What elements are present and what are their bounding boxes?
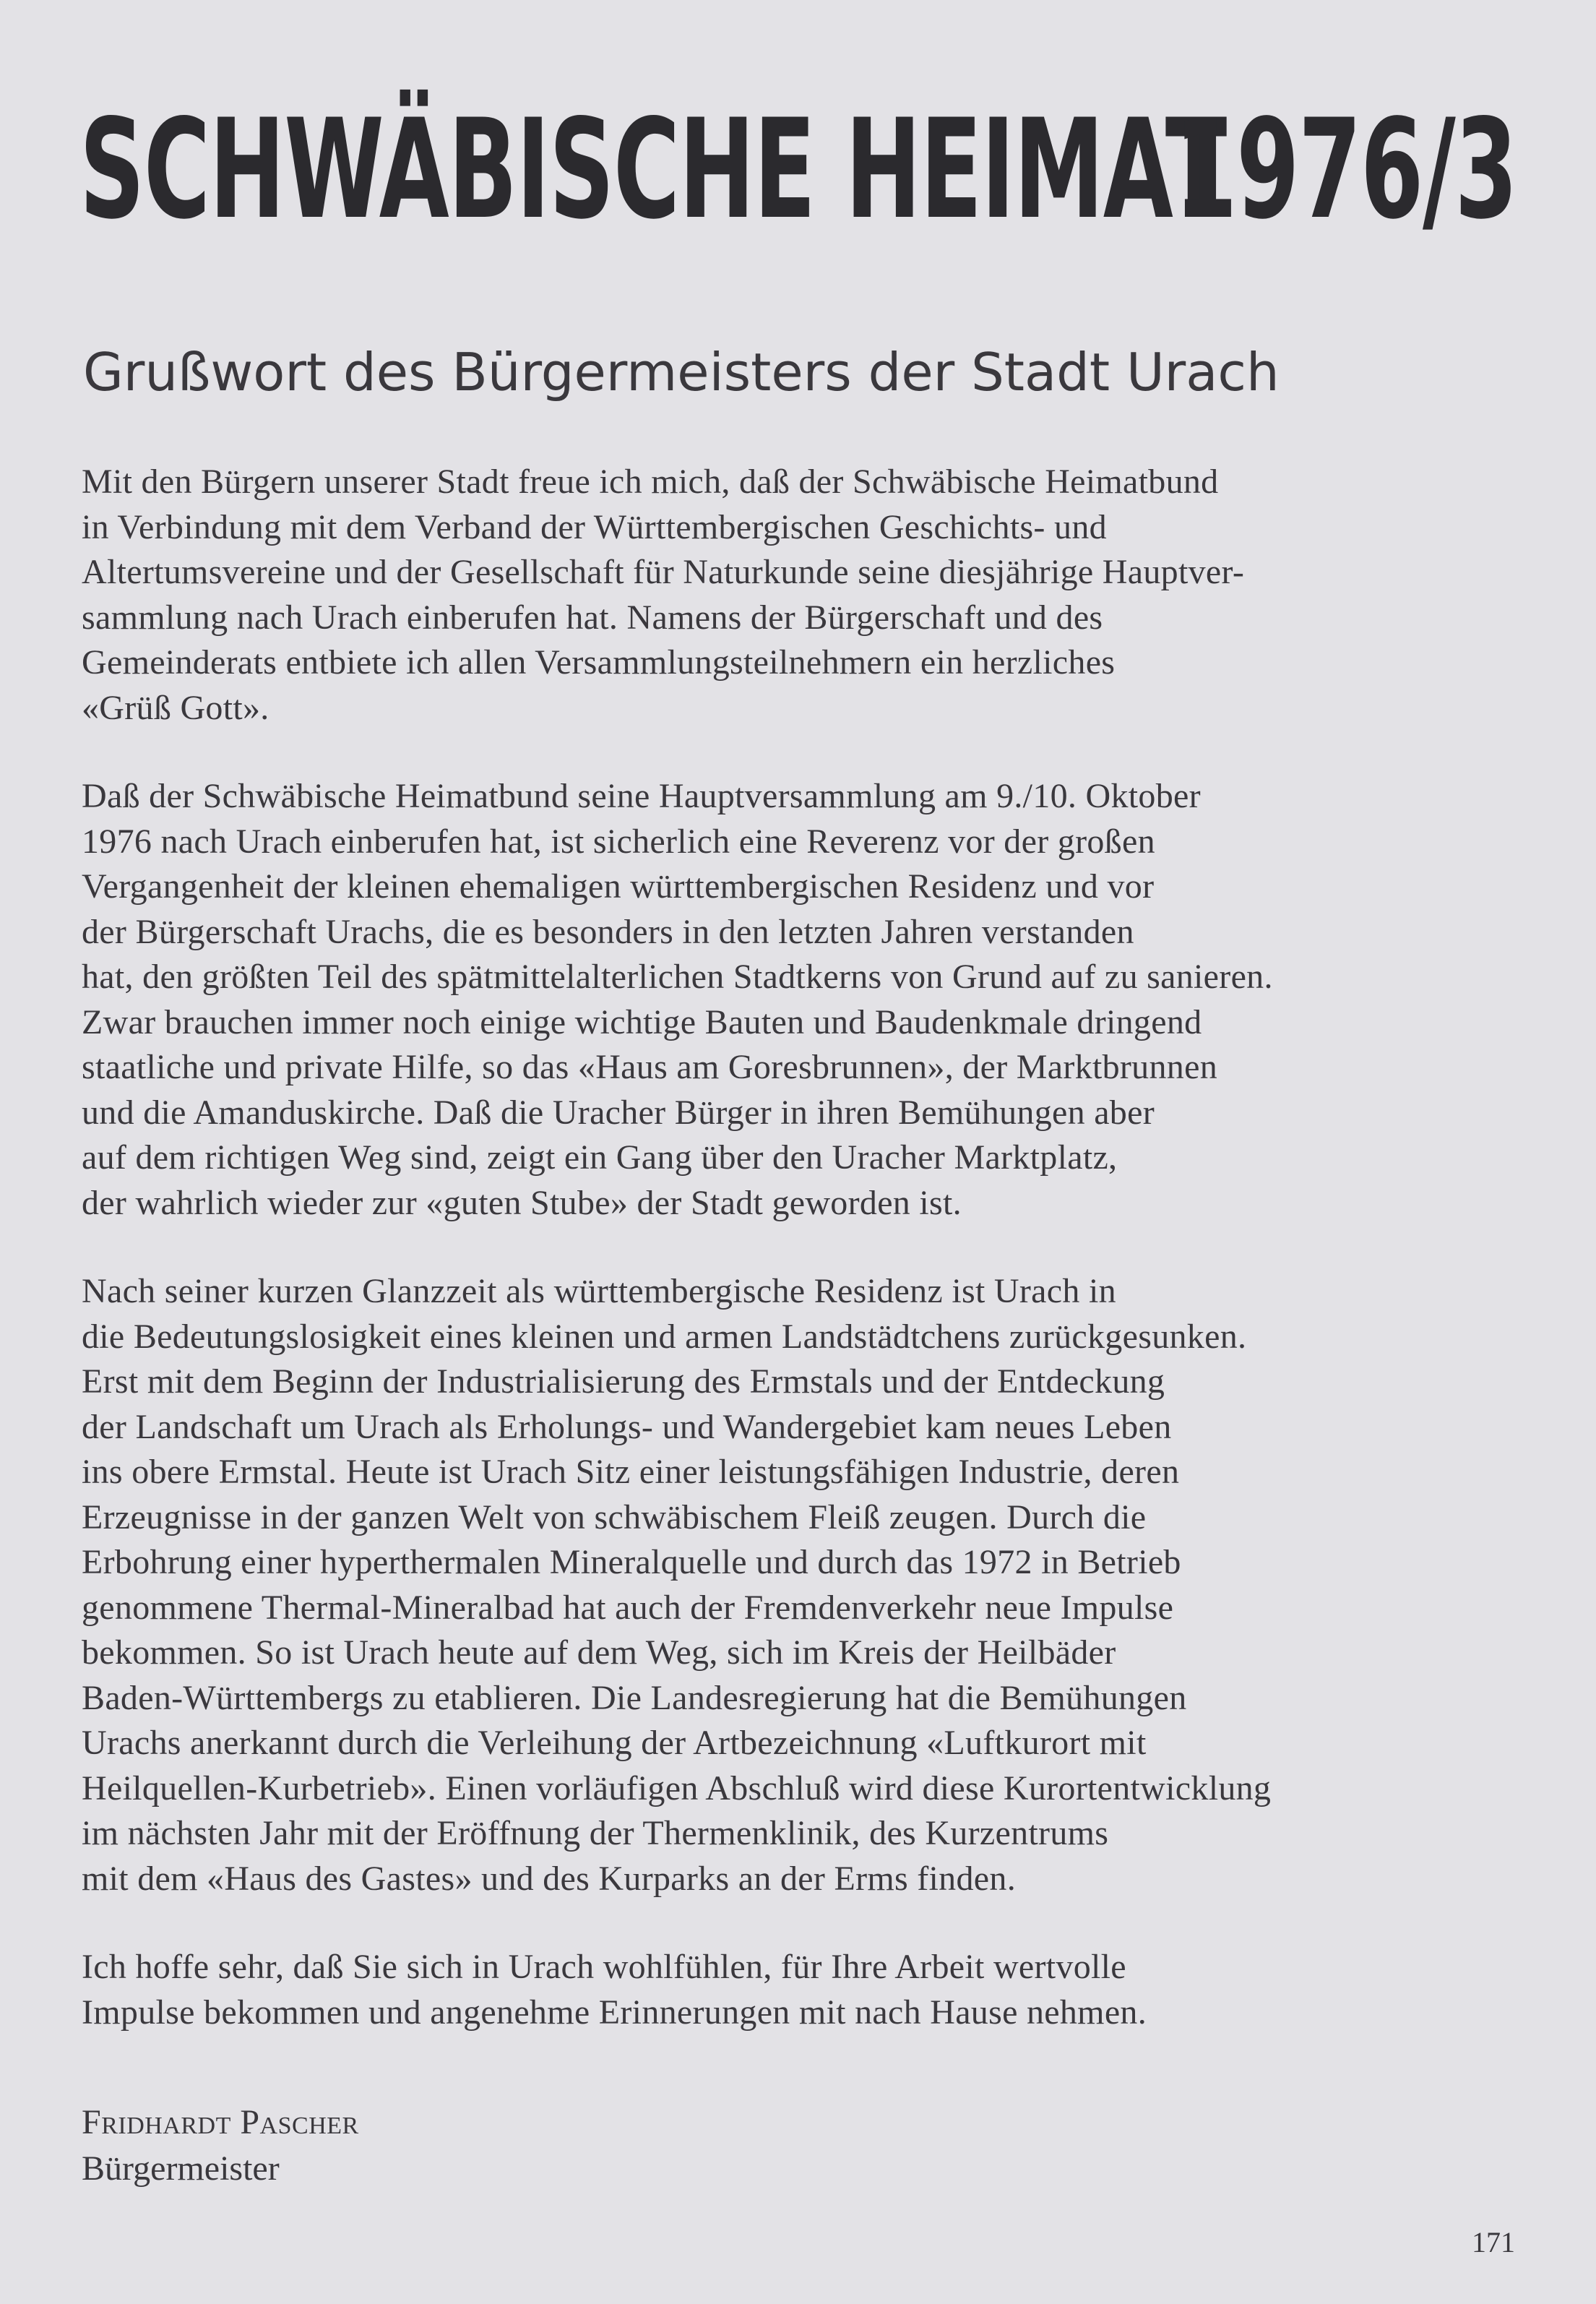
text-line: «Grüß Gott».: [82, 688, 269, 727]
text-line: auf dem richtigen Weg sind, zeigt ein Gang über den Uracher Marktplatz,: [82, 1138, 1118, 1177]
author-role: Bürgermeister: [82, 2149, 280, 2188]
text-line: Baden-Württembergs zu etablieren. Die Landesregierung hat die Bemühungen: [82, 1678, 1187, 1717]
paragraph-2: [82, 774, 1527, 1226]
text-line: die Bedeutungslosigkeit eines kleinen und armen Landstädtchens zurückgesunken.: [82, 1317, 1247, 1356]
text-line: im nächsten Jahr mit der Eröffnung der Thermenklinik, des Kurzentrums: [82, 1814, 1109, 1852]
text-line: Zwar brauchen immer noch einige wichtige Bauten und Baudenkmale dringend: [82, 1002, 1202, 1041]
text-line: Erst mit dem Beginn der Industrialisierung des Ermstals und der Entdeckung: [82, 1362, 1165, 1401]
text-line: der Bürgerschaft Urachs, die es besonders in den letzten Jahren verstanden: [82, 912, 1134, 951]
text-line: Nach seiner kurzen Glanzzeit als württembergische Residenz ist Urach in: [82, 1272, 1116, 1310]
page-number: 171: [1472, 2226, 1515, 2258]
text-line: Urachs anerkannt durch die Verleihung der Artbezeichnung «Luftkurort mit: [82, 1724, 1147, 1762]
text-line: Daß der Schwäbische Heimatbund seine Hauptversammlung am 9./10. Oktober: [82, 777, 1201, 815]
text-line: sammlung nach Urach einberufen hat. Namens der Bürgerschaft und des: [82, 598, 1103, 637]
text-line: staatliche und private Hilfe, so das «Haus am Goresbrunnen», der Marktbrunnen: [82, 1048, 1217, 1086]
text-line: der Landschaft um Urach als Erholungs- und Wandergebiet kam neues Leben: [82, 1407, 1172, 1446]
text-line: Heilquellen-Kurbetrieb». Einen vorläufigen Abschluß wird diese Kurortentwicklung: [82, 1768, 1272, 1807]
issue-number: 1976/3: [1173, 90, 1517, 249]
text-line: Mit den Bürgern unserer Stadt freue ich mich, daß der Schwäbische Heimatbund: [82, 463, 1219, 501]
text-line: Vergangenheit der kleinen ehemaligen württembergischen Residenz und vor: [82, 867, 1155, 906]
text-line: genommene Thermal-Mineralbad hat auch der Fremdenverkehr neue Impulse: [82, 1588, 1174, 1627]
text-line: und die Amanduskirche. Daß die Uracher Bürger in ihren Bemühungen aber: [82, 1093, 1155, 1132]
text-line: in Verbindung mit dem Verband der Württembergischen Geschichts- und: [82, 507, 1107, 546]
paragraph-3: [82, 1269, 1527, 1901]
text-line: Erbohrung einer hyperthermalen Mineralquelle und durch das 1972 in Betrieb: [82, 1543, 1181, 1581]
text-line: Ich hoffe sehr, daß Sie sich in Urach wohlfühlen, für Ihre Arbeit wertvolle: [82, 1948, 1126, 1986]
paragraph-1: [82, 460, 1527, 731]
masthead: [79, 90, 1517, 249]
text-line: bekommen. So ist Urach heute auf dem Weg, sich im Kreis der Heilbäder: [82, 1633, 1116, 1672]
signature: [82, 2099, 359, 2192]
text-line: Gemeinderats entbiete ich allen Versammlungsteilnehmern ein herzliches: [82, 643, 1116, 682]
journal-title: SCHWÄBISCHE HEIMAT: [79, 90, 1227, 249]
article-body: [82, 460, 1527, 2079]
text-line: der wahrlich wieder zur «guten Stube» der Stadt geworden ist.: [82, 1183, 962, 1222]
text-line: hat, den größten Teil des spätmittelalterlichen Stadtkerns von Grund auf zu sanieren.: [82, 958, 1273, 996]
text-line: Erzeugnisse in der ganzen Welt von schwäbischem Fleiß zeugen. Durch die: [82, 1497, 1147, 1536]
text-line: Altertumsvereine und der Gesellschaft für Naturkunde seine diesjährige Hauptver-: [82, 553, 1245, 591]
text-line: 1976 nach Urach einberufen hat, ist sicherlich eine Reverenz vor der großen: [82, 822, 1155, 861]
text-line: mit dem «Haus des Gastes» und des Kurparks an der Erms finden.: [82, 1859, 1016, 1898]
author-name: Fridhardt Pascher: [82, 2103, 359, 2141]
article-title: Grußwort des Bürgermeisters der Stadt Urach: [83, 342, 1280, 403]
paragraph-4: [82, 1945, 1527, 2035]
text-line: ins obere Ermstal. Heute ist Urach Sitz einer leistungsfähigen Industrie, deren: [82, 1453, 1180, 1491]
text-line: Impulse bekommen und angenehme Erinnerungen mit nach Hause nehmen.: [82, 1993, 1147, 2032]
